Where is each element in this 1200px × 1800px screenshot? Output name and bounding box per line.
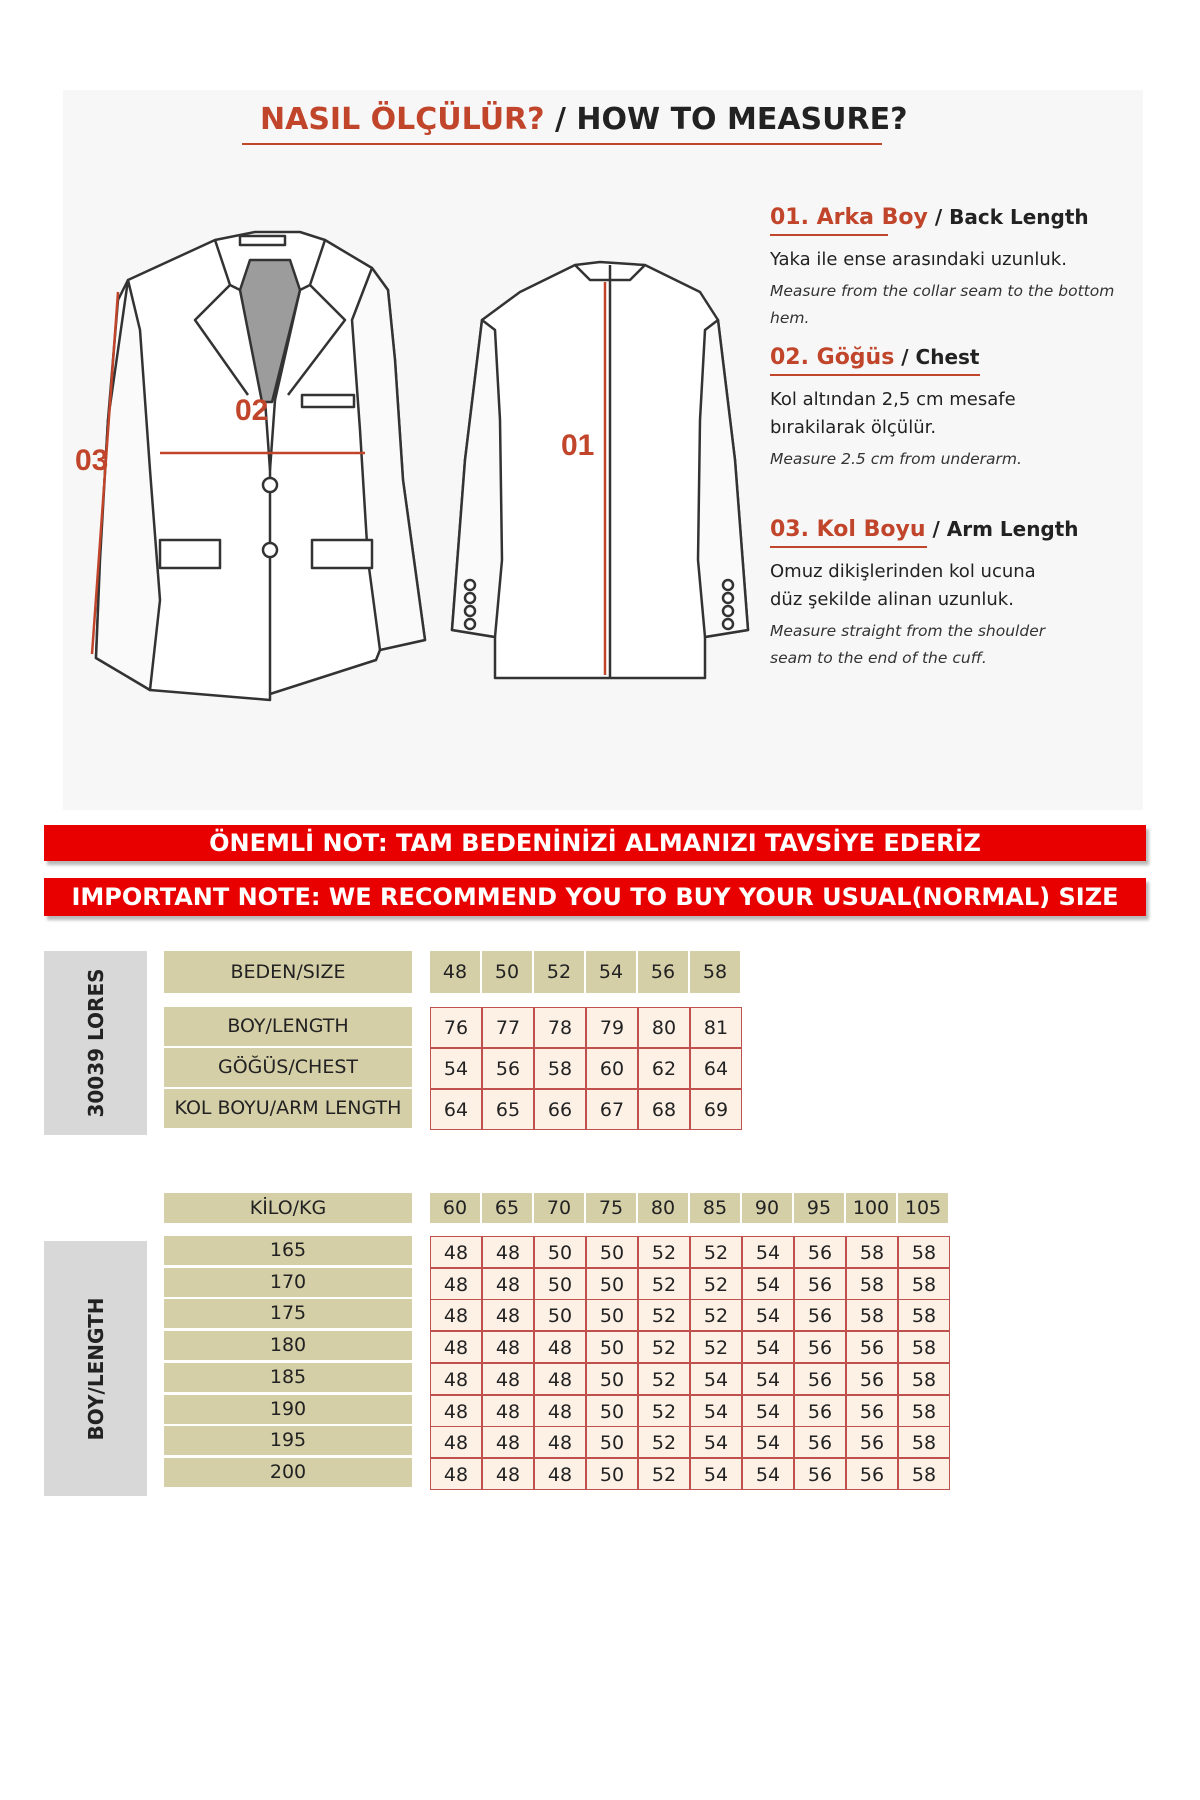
weight-table-cell: 48 <box>482 1299 534 1331</box>
weight-table-cell: 50 <box>586 1236 638 1268</box>
weight-table-cell: 54 <box>690 1395 742 1427</box>
weight-row-label: 200 <box>164 1458 412 1487</box>
weight-table-cell: 48 <box>430 1395 482 1427</box>
measure-title-tr: 02. Göğüs <box>770 345 895 370</box>
size-table-cell: 66 <box>534 1089 586 1130</box>
weight-row-label: 190 <box>164 1395 412 1424</box>
size-table-cell: 64 <box>690 1048 742 1089</box>
size-table-cell: 54 <box>430 1048 482 1089</box>
weight-row-label: 170 <box>164 1268 412 1297</box>
weight-table-cell: 52 <box>690 1299 742 1331</box>
weight-table-cell: 48 <box>482 1268 534 1300</box>
weight-table-cell: 52 <box>638 1331 690 1363</box>
weight-table-cell: 58 <box>846 1299 898 1331</box>
weight-table-cell: 48 <box>482 1331 534 1363</box>
weight-table-cell: 48 <box>482 1236 534 1268</box>
back-length-marker: 01 <box>561 429 595 462</box>
front-jacket-drawing <box>96 232 425 700</box>
weight-table-cell: 54 <box>742 1299 794 1331</box>
product-code-side-label <box>44 951 147 1135</box>
size-row-label: GÖĞÜS/CHEST <box>164 1048 412 1087</box>
weight-header-cell: 80 <box>638 1193 688 1223</box>
size-table-cell: 64 <box>430 1089 482 1130</box>
weight-table-cell: 58 <box>898 1363 950 1395</box>
weight-row-label: 175 <box>164 1299 412 1328</box>
weight-table-cell: 48 <box>430 1268 482 1300</box>
weight-header-cell: 85 <box>690 1193 740 1223</box>
measure-item-arm-length <box>770 517 1150 672</box>
weight-header-cell: 65 <box>482 1193 532 1223</box>
weight-table-cell: 54 <box>690 1458 742 1490</box>
measure-description-en: Measure 2.5 cm from underarm. <box>770 450 1022 468</box>
weight-header-cell: 75 <box>586 1193 636 1223</box>
weight-row-label: 195 <box>164 1426 412 1455</box>
weight-table-cell: 58 <box>898 1458 950 1490</box>
size-header-cell: 50 <box>482 951 532 993</box>
weight-table-cell: 48 <box>430 1426 482 1458</box>
size-header-label: BEDEN/SIZE <box>164 951 412 993</box>
weight-table-cell: 50 <box>534 1236 586 1268</box>
measure-heading <box>770 517 1150 542</box>
size-header-cell: 48 <box>430 951 480 993</box>
measure-separator: / <box>927 205 950 229</box>
weight-table-cell: 52 <box>638 1236 690 1268</box>
weight-table-cell: 58 <box>898 1331 950 1363</box>
size-table-cell: 60 <box>586 1048 638 1089</box>
measure-underline <box>770 374 980 376</box>
weight-table-cell: 54 <box>690 1363 742 1395</box>
measure-heading <box>770 205 1150 230</box>
weight-table-cell: 52 <box>690 1331 742 1363</box>
weight-table-cell: 50 <box>534 1299 586 1331</box>
weight-table-cell: 52 <box>638 1268 690 1300</box>
measure-description-en: Measure from the collar seam to the bottom hem. <box>770 282 1115 327</box>
weight-table-cell: 52 <box>690 1268 742 1300</box>
weight-table-cell: 48 <box>482 1458 534 1490</box>
weight-table-cell: 50 <box>586 1331 638 1363</box>
size-table-cell: 68 <box>638 1089 690 1130</box>
size-table-cell: 77 <box>482 1007 534 1048</box>
back-jacket-drawing <box>452 262 748 678</box>
size-table-cell: 81 <box>690 1007 742 1048</box>
weight-table-cell: 52 <box>638 1363 690 1395</box>
size-table-cell: 67 <box>586 1089 638 1130</box>
weight-table-cell: 56 <box>846 1426 898 1458</box>
weight-table-cell: 48 <box>430 1363 482 1395</box>
weight-table-cell: 54 <box>742 1236 794 1268</box>
size-header-cell: 52 <box>534 951 584 993</box>
weight-table-cell: 50 <box>534 1268 586 1300</box>
weight-table-cell: 56 <box>794 1299 846 1331</box>
weight-table-cell: 56 <box>846 1331 898 1363</box>
size-table-cell: 80 <box>638 1007 690 1048</box>
weight-table-cell: 52 <box>638 1395 690 1427</box>
weight-table-cell: 52 <box>638 1458 690 1490</box>
size-row-label: BOY/LENGTH <box>164 1007 412 1046</box>
weight-table-cell: 50 <box>586 1458 638 1490</box>
product-code-text: 30039 LORES <box>83 968 108 1118</box>
weight-header-cell: 60 <box>430 1193 480 1223</box>
weight-table-cell: 58 <box>898 1395 950 1427</box>
weight-table-cell: 54 <box>742 1268 794 1300</box>
weight-table-cell: 54 <box>742 1426 794 1458</box>
size-table-cell: 58 <box>534 1048 586 1089</box>
measure-item-back-length <box>770 205 1150 332</box>
weight-table-cell: 52 <box>638 1426 690 1458</box>
weight-header-cell: 90 <box>742 1193 792 1223</box>
weight-table-cell: 56 <box>794 1236 846 1268</box>
weight-table-cell: 48 <box>482 1363 534 1395</box>
weight-row-label: 180 <box>164 1331 412 1360</box>
chest-marker: 02 <box>235 394 269 427</box>
title-tr: NASIL ÖLÇÜLÜR? <box>260 102 545 137</box>
measure-title-tr: 03. Kol Boyu <box>770 517 926 542</box>
weight-row-label: 165 <box>164 1236 412 1265</box>
length-side-label <box>44 1241 147 1496</box>
size-table-cell: 62 <box>638 1048 690 1089</box>
weight-row-label: 185 <box>164 1363 412 1392</box>
weight-table-cell: 50 <box>586 1426 638 1458</box>
measure-description-en: Measure straight from the shoulder seam to the end of the cuff. <box>770 622 1046 667</box>
important-note-en: IMPORTANT NOTE: WE RECOMMEND YOU TO BUY YOUR USUAL(NORMAL) SIZE <box>44 878 1146 916</box>
measure-underline <box>770 234 888 236</box>
weight-table-cell: 56 <box>794 1426 846 1458</box>
weight-table-cell: 50 <box>586 1299 638 1331</box>
weight-table-cell: 58 <box>846 1268 898 1300</box>
weight-table-cell: 54 <box>690 1426 742 1458</box>
weight-table-cell: 52 <box>638 1299 690 1331</box>
title-en: HOW TO MEASURE? <box>576 102 908 137</box>
size-table-cell: 76 <box>430 1007 482 1048</box>
measure-description-tr: Kol altından 2,5 cm mesafe bırakilarak ölçülür. <box>770 389 1016 438</box>
weight-table-cell: 56 <box>794 1363 846 1395</box>
size-table-cell: 69 <box>690 1089 742 1130</box>
weight-table-cell: 48 <box>482 1395 534 1427</box>
weight-table-cell: 58 <box>898 1426 950 1458</box>
weight-table-cell: 56 <box>846 1458 898 1490</box>
arm-marker: 03 <box>75 444 109 477</box>
weight-table-cell: 54 <box>742 1395 794 1427</box>
measure-title-en: Back Length <box>949 205 1089 229</box>
size-header-cell: 56 <box>638 951 688 993</box>
title-separator: / <box>544 102 577 137</box>
weight-table-cell: 56 <box>794 1268 846 1300</box>
measure-title-en: Chest <box>915 345 980 369</box>
weight-table-cell: 56 <box>846 1363 898 1395</box>
weight-table-cell: 58 <box>898 1299 950 1331</box>
size-table-cell: 56 <box>482 1048 534 1089</box>
size-table-cell: 79 <box>586 1007 638 1048</box>
weight-table-cell: 48 <box>430 1299 482 1331</box>
weight-table-cell: 56 <box>794 1395 846 1427</box>
weight-table-cell: 48 <box>482 1426 534 1458</box>
weight-table-cell: 56 <box>794 1458 846 1490</box>
weight-table-cell: 58 <box>898 1236 950 1268</box>
weight-table-cell: 48 <box>430 1331 482 1363</box>
size-header-cell: 54 <box>586 951 636 993</box>
measure-underline <box>770 546 927 548</box>
measure-title-tr: 01. Arka Boy <box>770 205 928 230</box>
measure-heading <box>770 345 1150 370</box>
weight-table-cell: 52 <box>690 1236 742 1268</box>
weight-table-cell: 48 <box>534 1426 586 1458</box>
size-table-cell: 65 <box>482 1089 534 1130</box>
measure-description-tr: Yaka ile ense arasındaki uzunluk. <box>770 249 1067 270</box>
weight-header-cell: 105 <box>898 1193 948 1223</box>
size-header-cell: 58 <box>690 951 740 993</box>
weight-table-cell: 58 <box>846 1236 898 1268</box>
measure-description-tr: Omuz dikişlerinden kol ucuna düz şekilde alinan uzunluk. <box>770 561 1036 610</box>
important-note-tr: ÖNEMLİ NOT: TAM BEDENİNİZİ ALMANIZI TAVSİYE EDERİZ <box>44 825 1146 861</box>
weight-table-cell: 50 <box>586 1268 638 1300</box>
weight-header-cell: 70 <box>534 1193 584 1223</box>
size-table-cell: 78 <box>534 1007 586 1048</box>
length-side-text: BOY/LENGTH <box>83 1297 108 1440</box>
weight-table-cell: 48 <box>534 1458 586 1490</box>
weight-table-cell: 48 <box>534 1363 586 1395</box>
weight-header-cell: 100 <box>846 1193 896 1223</box>
weight-table-cell: 48 <box>534 1395 586 1427</box>
weight-table-cell: 48 <box>430 1236 482 1268</box>
weight-table-cell: 56 <box>794 1331 846 1363</box>
weight-table-cell: 58 <box>898 1268 950 1300</box>
weight-table-cell: 48 <box>430 1458 482 1490</box>
measure-separator: / <box>894 345 916 369</box>
weight-table-cell: 54 <box>742 1363 794 1395</box>
weight-header-label: KİLO/KG <box>164 1193 412 1223</box>
weight-header-cell: 95 <box>794 1193 844 1223</box>
weight-table-cell: 54 <box>742 1331 794 1363</box>
weight-table-cell: 50 <box>586 1395 638 1427</box>
weight-table-cell: 54 <box>742 1458 794 1490</box>
size-row-label: KOL BOYU/ARM LENGTH <box>164 1089 412 1128</box>
measure-item-chest <box>770 345 1150 473</box>
weight-table-cell: 50 <box>586 1363 638 1395</box>
weight-table-cell: 56 <box>846 1395 898 1427</box>
weight-table-cell: 48 <box>534 1331 586 1363</box>
measure-title-en: Arm Length <box>946 517 1079 541</box>
measure-separator: / <box>925 517 947 541</box>
